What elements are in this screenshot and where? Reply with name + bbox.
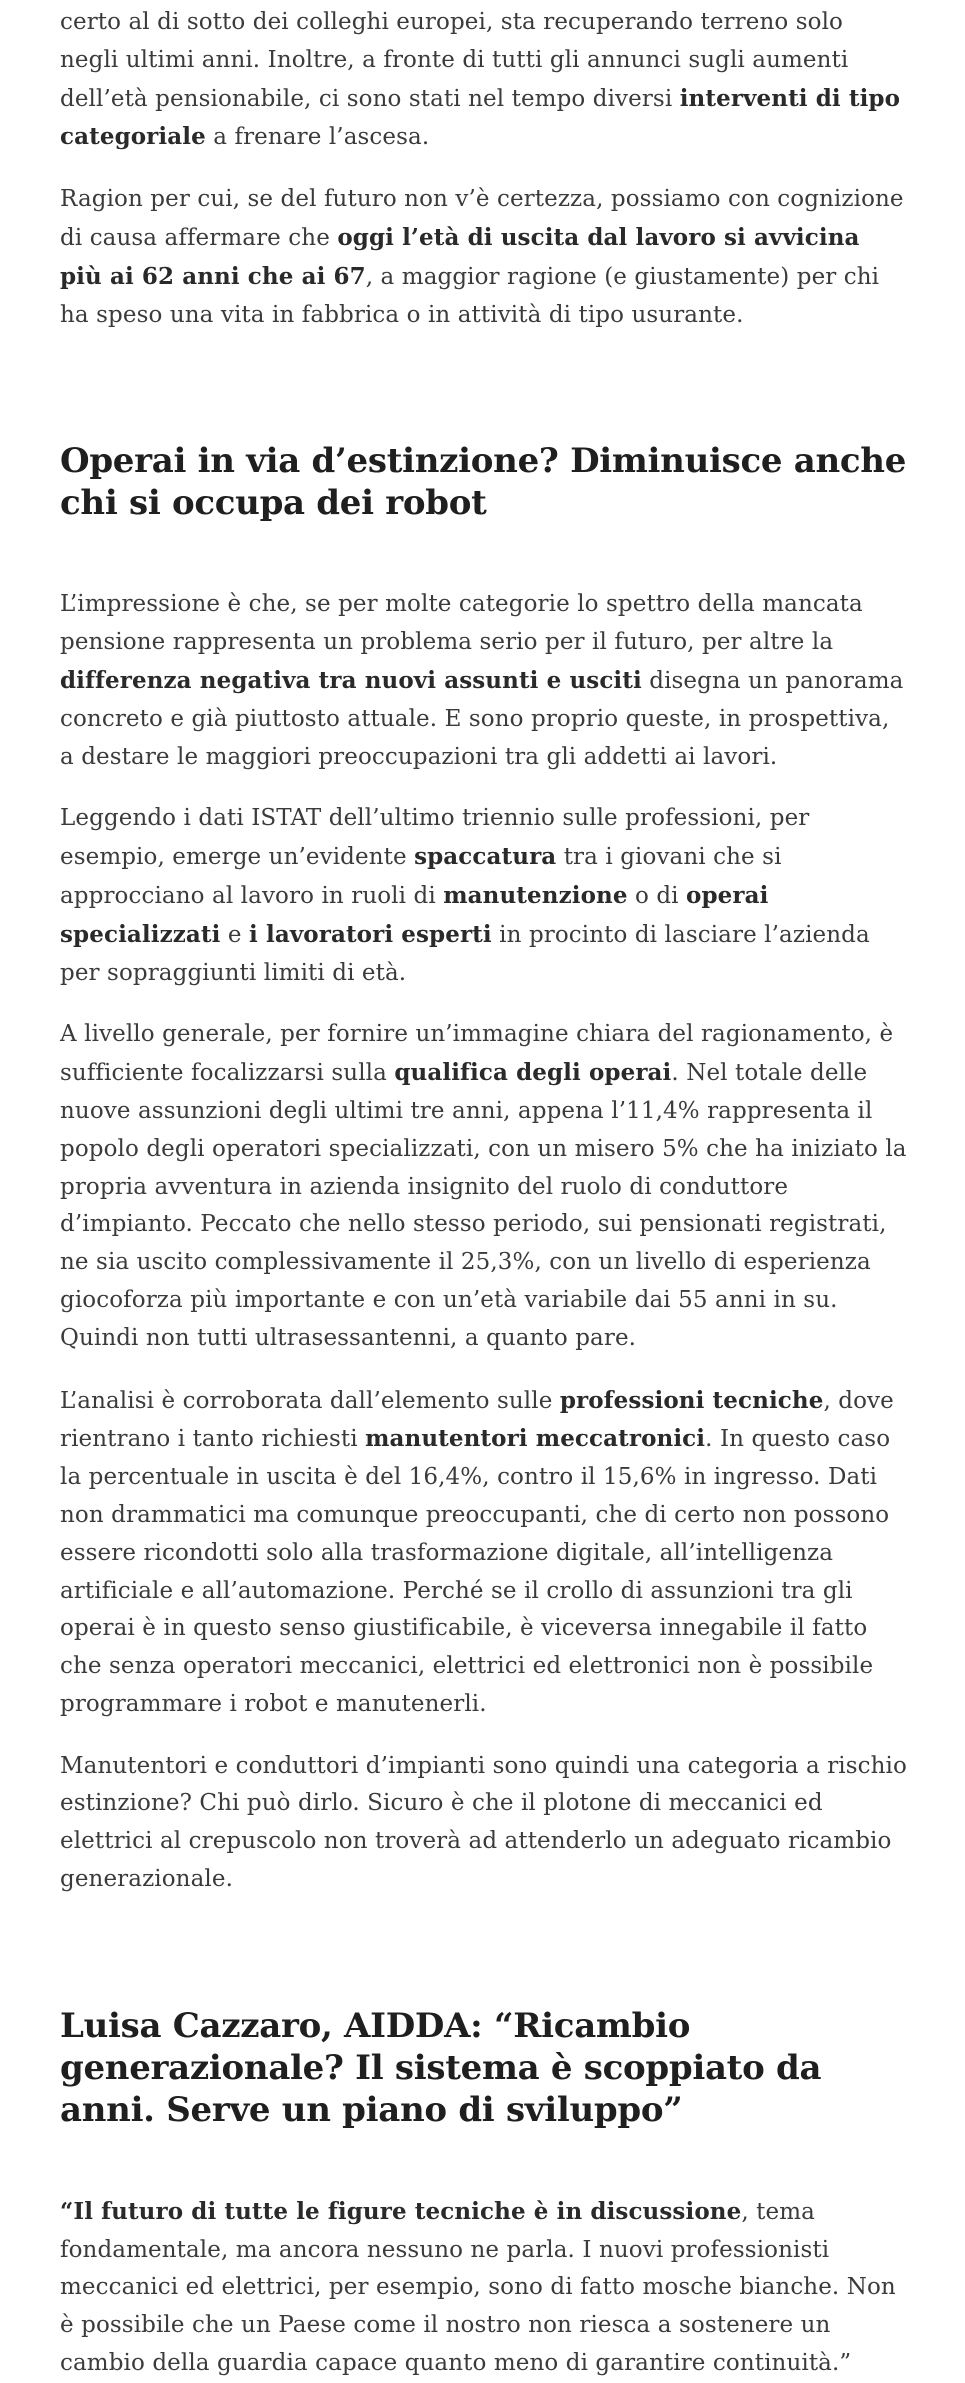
bold-segment: interventi di tipo categoriale xyxy=(60,84,901,151)
paragraph-section1-2 xyxy=(60,800,907,992)
bold-segment: operai specializzati xyxy=(60,881,769,948)
bold-segment: differenza negativa tra nuovi assunti e usciti xyxy=(60,666,642,694)
text-segment: L’impressione è che, se per molte categorie lo spettro della mancata pensione rappresenta un problema serio per il futuro, per altre la xyxy=(60,591,863,656)
text-segment: Manutentori e conduttori d’impianti sono quindi una categoria a rischio estinzione? Chi può dirlo. Sicuro è che il plotone di meccanici ed elettrici al crepuscolo non troverà ad attenderlo un adeguato ricambio generazionale. xyxy=(60,1752,907,1893)
bold-segment: qualifica degli operai xyxy=(394,1059,672,1087)
text-segment: Ragion per cui, se del futuro non v’è certezza, possiamo con cognizione di causa affermare che xyxy=(60,186,904,251)
paragraph-section1-5 xyxy=(60,1748,907,1899)
text-segment: , tema fondamentale, ma ancora nessuno ne parla. I nuovi professionisti meccanici ed elettrici, per esempio, sono di fatto mosche bianche. Non è possibile che un Paese come il nostro non riesca a sostenere un cambio della guardia capace quanto meno di garantire continuità.” xyxy=(60,2198,896,2377)
bold-segment: professioni tecniche xyxy=(559,1386,824,1414)
text-segment: . Nel totale delle nuove assunzioni degli ultimi tre anni, appena l’11,4% rappresenta il popolo degli operatori specializzati, con un misero 5% che ha iniziato la propria avventura in azienda insignito del ruolo di conduttore d’impianto. Peccato che nello stesso periodo, sui pensionati registrati, ne sia uscito complessivamente il 25,3%, con un livello di esperienza giocoforza più importante e con un’età variabile dai 55 anni in su. Quindi non tutti ultrasessantenni, a quanto pare. xyxy=(60,1060,907,1351)
text-segment: , a maggior ragione (e giustamente) per chi ha speso una vita in fabbrica o in attività di tipo usurante. xyxy=(60,263,880,328)
section-heading-cazzaro: Luisa Cazzaro, AIDDA: “Ricambio generazionale? Il sistema è scoppiato da anni. Serve un piano di sviluppo” xyxy=(60,2005,822,2130)
bold-segment: manutentori meccatronici xyxy=(365,1425,706,1453)
paragraph-section1-1 xyxy=(60,586,907,776)
text-segment: L’analisi è corroborata dall’elemento sulle xyxy=(60,1387,560,1414)
text-segment: e xyxy=(220,921,250,948)
section-heading-operai: Operai in via d’estinzione? Diminuisce anche chi si occupa dei robot xyxy=(60,441,907,524)
paragraph-intro-1 xyxy=(60,0,907,157)
text-segment: in procinto di lasciare l’azienda per sopraggiunti limiti di età. xyxy=(60,921,870,986)
paragraph-section1-4 xyxy=(60,1382,907,1724)
bold-segment: oggi l’età di uscita dal lavoro si avvicina più ai 62 anni che ai 67 xyxy=(60,223,860,290)
text-segment: , dove rientrano i tanto richiesti xyxy=(60,1387,894,1453)
text-segment: . In questo caso la percentuale in uscita è del 16,4%, contro il 15,6% in ingresso. Dati non drammatici ma comunque preoccupanti, che di certo non possono essere ricondotti solo alla trasformazione digitale, all’intelligenza artificiale e all’automazione. Perché se il crollo di assunzioni tra gli operai è in questo senso giustificabile, è viceversa innegabile il fatto che senza operatori meccanici, elettrici ed elettronici non è possibile programmare i robot e manutenerli. xyxy=(60,1426,891,1717)
bold-segment: i lavoratori esperti xyxy=(249,920,492,948)
text-segment: disegna un panorama concreto e già piuttosto attuale. E sono proprio queste, in prospettiva, a destare le maggiori preoccupazioni tra gli addetti ai lavori. xyxy=(60,667,904,770)
bold-segment: manutenzione xyxy=(443,881,628,909)
bold-segment: spaccatura xyxy=(414,843,557,871)
paragraph-intro-2 xyxy=(60,181,907,334)
text-segment: o di xyxy=(627,882,687,909)
paragraph-section2-1 xyxy=(60,2193,907,2383)
text-segment: Leggendo i dati ISTAT dell’ultimo triennio sulle professioni, per esempio, emerge un’evidente xyxy=(60,805,810,871)
text-segment: a frenare l’ascesa. xyxy=(205,124,430,151)
text-segment: certo al di sotto dei colleghi europei, sta recuperando terreno solo negli ultimi anni. Inoltre, a fronte di tutti gli annunci sugli aumenti dell’età pensionabile, ci sono stati nel tempo diversi xyxy=(60,9,849,112)
text-segment: A livello generale, per fornire un’immagine chiara del ragionamento, è sufficiente focalizzarsi sulla xyxy=(60,1021,894,1087)
bold-segment: “Il futuro di tutte le figure tecniche è in discussione xyxy=(60,2197,742,2225)
paragraph-section1-3 xyxy=(60,1016,907,1357)
text-segment: tra i giovani che si approcciano al lavoro in ruoli di xyxy=(60,844,782,909)
